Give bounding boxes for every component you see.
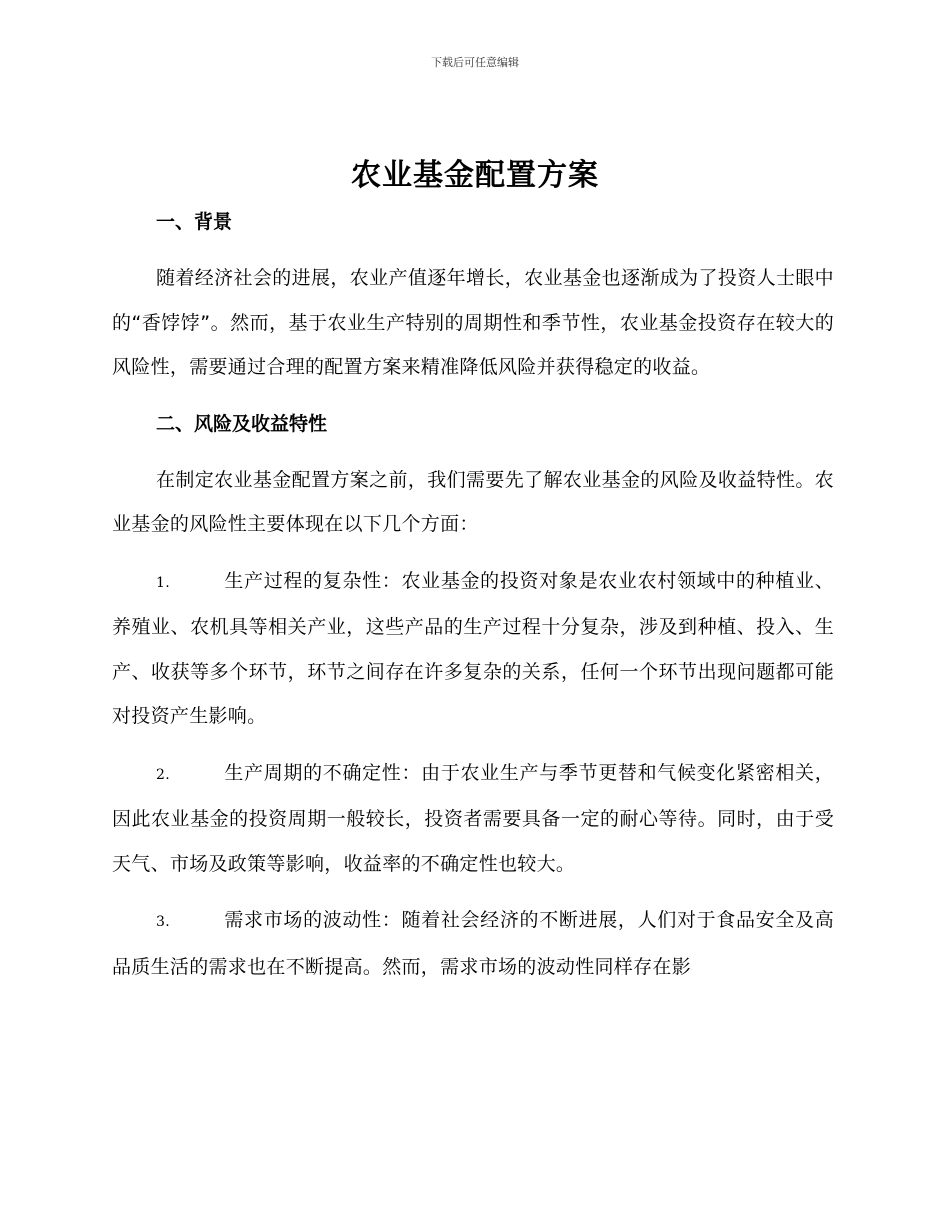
risk-intro-paragraph: 在制定农业基金配置方案之前，我们需要先了解农业基金的风险及收益特性。农业基金的风险性主要体现在以下几个方面： [112,468,834,535]
list-item-text: 生产过程的复杂性：农业基金的投资对象是农业农村领域中的种植业、养殖业、农机具等相关产业，这些产品的生产过程十分复杂，涉及到种植、投入、生产、收获等多个环节，环节之间存在许多复杂的关系，任何一个环节出现问题都可能对投资产生影响。 [112,569,834,727]
list-item [112,898,834,989]
section-heading-background: 一、背景 [156,211,233,233]
list-item-number: 1. [156,574,170,591]
list-item [112,751,834,887]
section-heading-risk-return: 二、风险及收益特性 [156,412,328,435]
list-item [112,559,834,739]
list-item-number: 2. [156,766,170,783]
background-paragraph: 随着经济社会的进展，农业产值逐年增长，农业基金也逐渐成为了投资人士眼中的“香饽饽”。然而，基于农业生产特别的周期性和季节性，农业基金投资存在较大的风险性，需要通过合理的配置方案来精准降低风险并获得稳定的收益。 [112,267,834,378]
list-item-number: 3. [156,914,170,930]
list-item-text: 生产周期的不确定性：由于农业生产与季节更替和气候变化紧密相关，因此农业基金的投资周期一般较长，投资者需要具备一定的耐心等待。同时，由于受天气、市场及政策等影响，收益率的不确定性也较大。 [112,761,834,875]
header-note: 下载后可任意编辑 [431,56,519,69]
document-body [112,200,834,989]
document-title: 农业基金配置方案 [351,158,599,193]
list-item-text: 需求市场的波动性：随着社会经济的不断进展，人们对于食品安全及高品质生活的需求也在不断提高。然而，需求市场的波动性同样存在影 [112,909,834,978]
